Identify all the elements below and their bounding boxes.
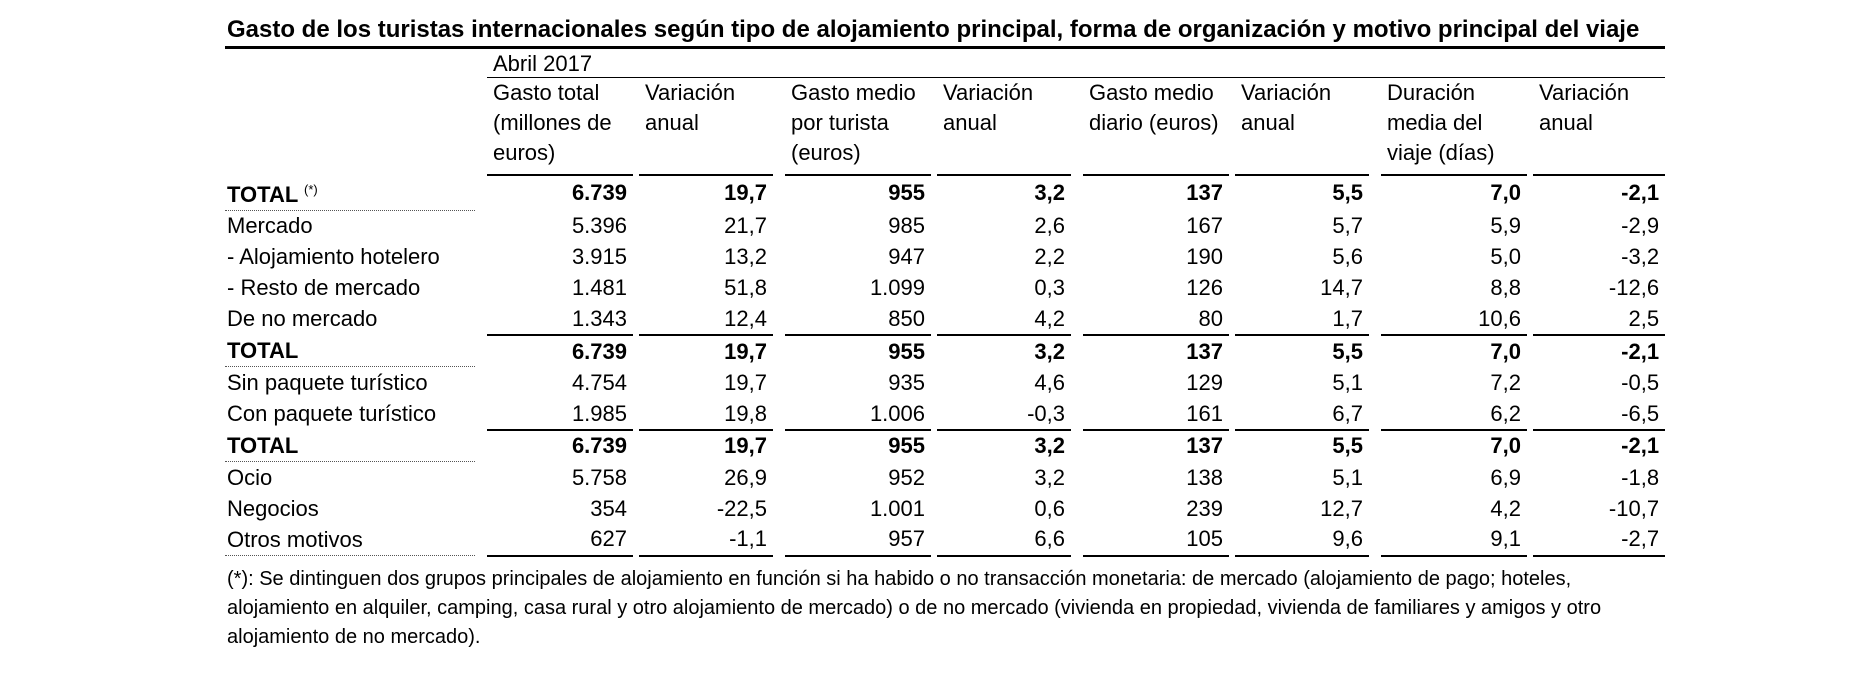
column-header: Gasto medio por turista (euros) bbox=[785, 78, 931, 176]
table-cell: 2,5 bbox=[1533, 303, 1665, 335]
row-label: Otros motivos bbox=[225, 524, 475, 556]
table-cell: 126 bbox=[1186, 274, 1223, 300]
table-cell: 3.915 bbox=[571, 244, 627, 270]
table-cell: 9,6 bbox=[1235, 524, 1369, 556]
table-cell: -2,1 bbox=[1621, 433, 1660, 459]
table-cell: 138 bbox=[1186, 464, 1223, 490]
table-cell: 137 bbox=[1186, 180, 1223, 206]
table-cell: -2,9 bbox=[1621, 213, 1660, 239]
row-label: Mercado bbox=[227, 213, 313, 239]
table-cell: -22,5 bbox=[716, 495, 767, 521]
table-cell: 7,0 bbox=[1490, 180, 1521, 206]
table-cell: 167 bbox=[1186, 213, 1223, 239]
table-cell: 6,6 bbox=[937, 524, 1071, 556]
table-cell: 3,2 bbox=[1034, 338, 1065, 364]
table-body bbox=[225, 175, 1665, 556]
table-cell: 5,1 bbox=[1332, 369, 1363, 395]
row-label: Ocio bbox=[227, 464, 273, 490]
table-cell: 955 bbox=[888, 433, 925, 459]
table-cell: -0,3 bbox=[937, 398, 1071, 430]
table-row bbox=[225, 493, 1665, 524]
table-row bbox=[225, 242, 1665, 273]
column-header: Gasto total (millones de euros) bbox=[487, 78, 633, 176]
table-cell: -2,1 bbox=[1621, 338, 1660, 364]
table-cell: 6,2 bbox=[1381, 398, 1527, 430]
table-cell: 1.006 bbox=[785, 398, 931, 430]
table-cell: 10,6 bbox=[1381, 303, 1527, 335]
table-row bbox=[225, 398, 1665, 430]
column-header: Variación anual bbox=[1235, 78, 1369, 176]
table-cell: 5.758 bbox=[571, 464, 627, 490]
footnote: (*): Se dintinguen dos grupos principales de alojamiento en función si ha habido o no transacción monetaria: de mercado (alojamiento de pago; hoteles, alojamiento en alquiler, camping, casa rural y otro alojamiento de mercado) o de no mercado (vivienda en propiedad, vivienda de familiares y amigos y otro alojamiento de no mercado). bbox=[227, 567, 1602, 648]
column-header-row bbox=[225, 78, 1665, 176]
table-row bbox=[225, 524, 1665, 556]
table-cell: 12,7 bbox=[1320, 495, 1363, 521]
table-row bbox=[225, 303, 1665, 335]
footnote-marker: (*) bbox=[304, 182, 318, 197]
row-label: TOTAL bbox=[225, 335, 475, 367]
table-cell: 1.481 bbox=[571, 274, 627, 300]
table-cell: 5,1 bbox=[1332, 464, 1363, 490]
table-row bbox=[225, 273, 1665, 304]
table-cell: 4,2 bbox=[1490, 495, 1521, 521]
table-cell: 80 bbox=[1083, 303, 1229, 335]
table-cell: 957 bbox=[785, 524, 931, 556]
table-cell: 19,7 bbox=[724, 433, 767, 459]
table-cell: 1.343 bbox=[487, 303, 633, 335]
report bbox=[225, 14, 1665, 652]
table-cell: 239 bbox=[1186, 495, 1223, 521]
table-cell: 6.739 bbox=[571, 338, 627, 364]
table-cell: -0,5 bbox=[1621, 369, 1660, 395]
row-label: - Resto de mercado bbox=[227, 274, 421, 300]
table-cell: 12,4 bbox=[639, 303, 773, 335]
table-cell: -12,6 bbox=[1608, 274, 1660, 300]
table-cell: 51,8 bbox=[724, 274, 767, 300]
table-cell: 935 bbox=[888, 369, 925, 395]
table-cell: 5.396 bbox=[571, 213, 627, 239]
table-cell: 14,7 bbox=[1320, 274, 1363, 300]
table-cell: 947 bbox=[888, 244, 925, 270]
table-cell: 137 bbox=[1186, 338, 1223, 364]
table-cell: 3,2 bbox=[1034, 464, 1065, 490]
table-cell: 952 bbox=[888, 464, 925, 490]
table-cell: 1,7 bbox=[1235, 303, 1369, 335]
table-cell: 161 bbox=[1083, 398, 1229, 430]
row-label: - Alojamiento hotelero bbox=[227, 244, 440, 270]
table-cell: 19,7 bbox=[724, 180, 767, 206]
table-cell: 6,7 bbox=[1235, 398, 1369, 430]
table-cell: 8,8 bbox=[1490, 274, 1521, 300]
table-cell: 627 bbox=[487, 524, 633, 556]
table-cell: 3,2 bbox=[1034, 433, 1065, 459]
table-cell: 7,0 bbox=[1490, 338, 1521, 364]
table-cell: 5,5 bbox=[1332, 338, 1363, 364]
table-cell: 0,3 bbox=[1034, 274, 1065, 300]
table-cell: 2,2 bbox=[1034, 244, 1065, 270]
table-row bbox=[225, 335, 1665, 367]
row-label: De no mercado bbox=[227, 306, 378, 332]
table-cell: -6,5 bbox=[1533, 398, 1665, 430]
table-cell: 9,1 bbox=[1381, 524, 1527, 556]
row-label: Negocios bbox=[227, 495, 319, 521]
table-cell: 19,8 bbox=[639, 398, 773, 430]
table-cell: -2,1 bbox=[1621, 180, 1660, 206]
table-cell: 19,7 bbox=[724, 338, 767, 364]
table-cell: 7,2 bbox=[1490, 369, 1521, 395]
table-cell: 4,6 bbox=[1034, 369, 1065, 395]
table-cell: 4.754 bbox=[571, 369, 627, 395]
table-cell: 1.099 bbox=[869, 274, 925, 300]
table-cell: 1.985 bbox=[487, 398, 633, 430]
table-cell: 3,2 bbox=[1034, 180, 1065, 206]
column-header: Gasto medio diario (euros) bbox=[1083, 78, 1229, 176]
table-cell: -10,7 bbox=[1608, 495, 1660, 521]
table-row bbox=[225, 462, 1665, 493]
table-cell: -1,1 bbox=[639, 524, 773, 556]
table-cell: 5,0 bbox=[1490, 244, 1521, 270]
table-cell: 137 bbox=[1186, 433, 1223, 459]
table-cell: 190 bbox=[1186, 244, 1223, 270]
table-row bbox=[225, 175, 1665, 211]
row-label: Sin paquete turístico bbox=[227, 369, 428, 395]
table-cell: 850 bbox=[785, 303, 931, 335]
table-cell: 955 bbox=[888, 338, 925, 364]
table-cell: 6.739 bbox=[571, 433, 627, 459]
data-table bbox=[225, 49, 1665, 557]
table-cell: 5,7 bbox=[1332, 213, 1363, 239]
table-cell: 1.001 bbox=[869, 495, 925, 521]
column-header: Variación anual bbox=[937, 78, 1071, 176]
table-cell: 19,7 bbox=[724, 369, 767, 395]
table-cell: 4,2 bbox=[937, 303, 1071, 335]
table-cell: -1,8 bbox=[1621, 464, 1660, 490]
table-cell: 129 bbox=[1186, 369, 1223, 395]
period-label: Abril 2017 bbox=[487, 49, 1665, 78]
table-row bbox=[225, 211, 1665, 242]
table-cell: 2,6 bbox=[1034, 213, 1065, 239]
table-cell: 6,9 bbox=[1490, 464, 1521, 490]
table-cell: 5,5 bbox=[1332, 433, 1363, 459]
table-cell: 26,9 bbox=[724, 464, 767, 490]
table-cell: 105 bbox=[1083, 524, 1229, 556]
table-cell: 6.739 bbox=[571, 180, 627, 206]
table-cell: 21,7 bbox=[724, 213, 767, 239]
table-cell: 985 bbox=[888, 213, 925, 239]
table-cell: 7,0 bbox=[1490, 433, 1521, 459]
table-row bbox=[225, 367, 1665, 398]
column-header: Variación anual bbox=[1533, 78, 1665, 176]
column-header: Variación anual bbox=[639, 78, 773, 176]
table-row bbox=[225, 430, 1665, 462]
row-label: Con paquete turístico bbox=[227, 401, 437, 427]
table-cell: 5,5 bbox=[1332, 180, 1363, 206]
column-header: Duración media del viaje (días) bbox=[1381, 78, 1527, 176]
table-cell: 354 bbox=[590, 495, 627, 521]
table-cell: 0,6 bbox=[1034, 495, 1065, 521]
table-cell: 955 bbox=[888, 180, 925, 206]
table-cell: -3,2 bbox=[1621, 244, 1660, 270]
table-cell: 13,2 bbox=[724, 244, 767, 270]
table-cell: 5,9 bbox=[1490, 213, 1521, 239]
table-title: Gasto de los turistas internacionales según tipo de alojamiento principal, forma de organización y motivo principal del viaje bbox=[227, 16, 1640, 43]
row-label: TOTAL bbox=[225, 430, 475, 462]
table-cell: -2,7 bbox=[1533, 524, 1665, 556]
row-label: TOTAL (*) bbox=[225, 175, 475, 211]
table-cell: 5,6 bbox=[1332, 244, 1363, 270]
